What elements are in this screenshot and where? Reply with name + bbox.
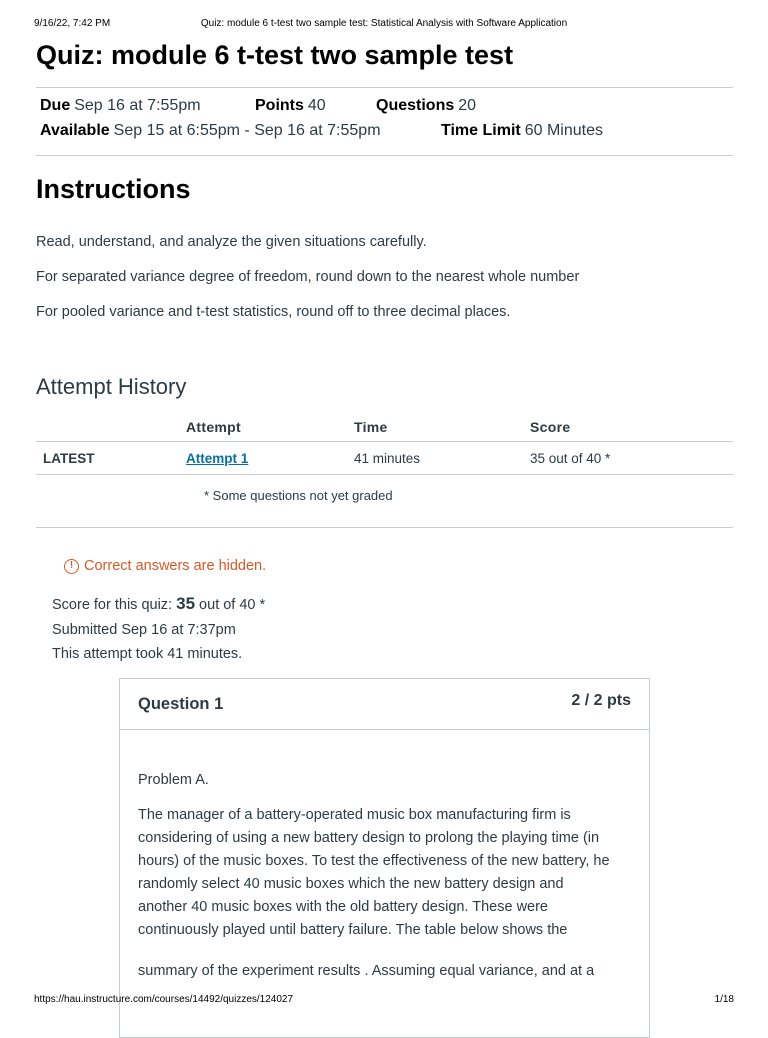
print-document-title: Quiz: module 6 t-test two sample test: Statistical Analysis with Software Application bbox=[200, 18, 568, 29]
problem-label: Problem A. bbox=[138, 772, 209, 788]
question-card bbox=[119, 678, 650, 1038]
time-limit-label: Time Limit bbox=[441, 122, 521, 139]
print-datetime: 9/16/22, 7:42 PM bbox=[34, 18, 111, 29]
meta-bottom-divider bbox=[36, 155, 733, 156]
column-header-time: Time bbox=[354, 419, 388, 435]
instruction-line: For pooled variance and t-test statistics, round off to three decimal places. bbox=[36, 304, 511, 320]
available-label: Available bbox=[40, 122, 110, 139]
quiz-meta-row-2 bbox=[40, 122, 730, 142]
attempt-time: 41 minutes bbox=[354, 451, 421, 466]
question-header bbox=[120, 679, 649, 730]
questions-value: 20 bbox=[458, 97, 477, 114]
question-body-line: another 40 music boxes with the old battery design. These were bbox=[138, 899, 548, 915]
points-value: 40 bbox=[307, 97, 326, 114]
answers-hidden-notice bbox=[64, 558, 266, 574]
duration-text: This attempt took 41 minutes. bbox=[52, 646, 243, 662]
due-label: Due bbox=[40, 97, 71, 114]
available-info bbox=[40, 122, 381, 140]
questions-label: Questions bbox=[376, 97, 455, 114]
question-title: Question 1 bbox=[138, 695, 224, 713]
table-header-divider bbox=[36, 441, 733, 442]
question-points: 2 / 2 pts bbox=[571, 692, 631, 709]
score-value: 35 bbox=[176, 594, 196, 613]
points-label: Points bbox=[255, 97, 304, 114]
latest-label: LATEST bbox=[43, 451, 95, 466]
section-divider bbox=[36, 527, 733, 528]
score-prefix: Score for this quiz: bbox=[52, 597, 177, 613]
instruction-line: For separated variance degree of freedom, round down to the nearest whole number bbox=[36, 269, 580, 285]
instruction-line: Read, understand, and analyze the given situations carefully. bbox=[36, 234, 427, 250]
question-body-line: randomly select 40 music boxes which the new battery design and bbox=[138, 876, 564, 892]
attempt-1-link[interactable]: Attempt 1 bbox=[186, 451, 249, 466]
submitted-text: Submitted Sep 16 at 7:37pm bbox=[52, 622, 236, 638]
points-info bbox=[255, 97, 326, 115]
question-body-line: The manager of a battery-operated music box manufacturing firm is bbox=[138, 807, 571, 823]
warning-icon: ! bbox=[64, 559, 79, 574]
table-row-divider bbox=[36, 474, 733, 475]
question-body-line: hours) of the music boxes. To test the effectiveness of the new battery, he bbox=[138, 853, 610, 869]
print-page-number: 1/18 bbox=[714, 994, 734, 1005]
question-body-line: summary of the experiment results . Assuming equal variance, and at a bbox=[138, 963, 595, 979]
column-header-score: Score bbox=[530, 419, 571, 435]
attempt-score: 35 out of 40 * bbox=[530, 451, 611, 466]
column-header-attempt: Attempt bbox=[186, 419, 241, 435]
due-info bbox=[40, 97, 201, 115]
quiz-meta-row-1 bbox=[40, 97, 730, 117]
due-value: Sep 16 at 7:55pm bbox=[74, 97, 201, 114]
attempt-history-heading: Attempt History bbox=[36, 374, 187, 399]
question-body-line: continuously played until battery failure. The table below shows the bbox=[138, 922, 568, 938]
answers-hidden-text: Correct answers are hidden. bbox=[84, 558, 267, 574]
score-suffix: out of 40 * bbox=[195, 597, 266, 613]
print-url: https://hau.instructure.com/courses/14492/quizzes/124027 bbox=[34, 994, 294, 1005]
quiz-score bbox=[52, 594, 265, 614]
grading-footnote: * Some questions not yet graded bbox=[204, 488, 393, 503]
instructions-heading: Instructions bbox=[36, 174, 191, 204]
available-value: Sep 15 at 6:55pm - Sep 16 at 7:55pm bbox=[113, 122, 381, 139]
time-limit-info bbox=[441, 122, 603, 140]
time-limit-value: 60 Minutes bbox=[524, 122, 603, 139]
questions-info bbox=[376, 97, 476, 115]
quiz-title: Quiz: module 6 t-test two sample test bbox=[36, 40, 514, 70]
meta-top-divider bbox=[36, 87, 733, 88]
question-body-line: considering of using a new battery design to prolong the playing time (in bbox=[138, 830, 600, 846]
